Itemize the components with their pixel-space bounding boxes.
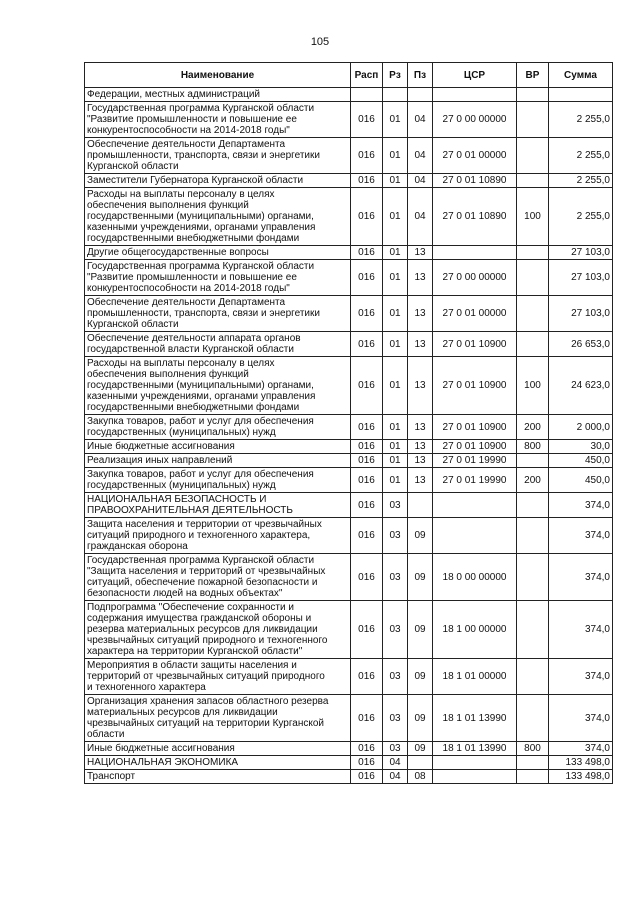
header-rasp: Расп [351, 63, 383, 88]
row-sum: 27 103,0 [549, 296, 613, 332]
row-sum: 24 623,0 [549, 357, 613, 415]
row-pz: 09 [408, 742, 433, 756]
row-rasp: 016 [351, 246, 383, 260]
row-csr: 18 1 01 13990 [433, 742, 517, 756]
row-name [85, 756, 351, 770]
row-csr [433, 88, 517, 102]
row-rasp: 016 [351, 742, 383, 756]
row-vr [517, 756, 549, 770]
table-row [85, 102, 613, 138]
row-name-line: Расходы на выплаты персоналу в целях [87, 358, 275, 369]
row-pz: 13 [408, 415, 433, 440]
row-name-line: Заместители Губернатора Курганской области [87, 175, 304, 186]
row-sum: 374,0 [549, 742, 613, 756]
table-row [85, 770, 613, 784]
row-csr: 18 0 00 00000 [433, 554, 517, 601]
row-sum: 26 653,0 [549, 332, 613, 357]
row-name-line: Курганской области [87, 319, 179, 330]
row-csr [433, 246, 517, 260]
row-vr [517, 659, 549, 695]
row-rasp: 016 [351, 415, 383, 440]
row-name [85, 296, 351, 332]
row-name-line: государственными внебюджетными фондами [87, 233, 300, 244]
row-csr: 27 0 01 10890 [433, 188, 517, 246]
row-rasp [351, 88, 383, 102]
row-rasp: 016 [351, 554, 383, 601]
row-rz: 03 [383, 601, 408, 659]
row-name [85, 554, 351, 601]
row-rz: 03 [383, 742, 408, 756]
table-row [85, 554, 613, 601]
row-rz: 01 [383, 246, 408, 260]
row-name-line: Государственная программа Курганской области [87, 555, 315, 566]
row-pz [408, 756, 433, 770]
row-csr: 27 0 01 10900 [433, 415, 517, 440]
row-name [85, 440, 351, 454]
row-rasp: 016 [351, 102, 383, 138]
row-rasp: 016 [351, 332, 383, 357]
row-rz: 03 [383, 659, 408, 695]
row-sum: 450,0 [549, 468, 613, 493]
header-vr: ВР [517, 63, 549, 88]
row-vr [517, 260, 549, 296]
table-row [85, 357, 613, 415]
row-name-line: территорий от чрезвычайных ситуаций природного [87, 671, 325, 682]
row-rz: 01 [383, 357, 408, 415]
table-header-row [85, 63, 613, 88]
row-sum: 133 498,0 [549, 770, 613, 784]
table-row [85, 246, 613, 260]
row-sum: 133 498,0 [549, 756, 613, 770]
row-name-line: Обеспечение деятельности Департамента [87, 297, 286, 308]
row-vr [517, 296, 549, 332]
row-pz [408, 493, 433, 518]
row-name [85, 260, 351, 296]
table-row [85, 415, 613, 440]
row-name-line: Защита населения и территории от чрезвычайных [87, 519, 322, 530]
row-csr: 18 1 00 00000 [433, 601, 517, 659]
row-vr [517, 102, 549, 138]
row-vr [517, 493, 549, 518]
row-sum: 374,0 [549, 695, 613, 742]
row-name-line: "Развитие промышленности и повышение ее [87, 114, 297, 125]
row-vr [517, 770, 549, 784]
row-rz: 01 [383, 454, 408, 468]
row-name [85, 246, 351, 260]
row-name-line: государственных (муниципальных) нужд [87, 427, 276, 438]
row-sum: 374,0 [549, 518, 613, 554]
row-vr [517, 454, 549, 468]
row-name-line: промышленности, транспорта, связи и энергетики [87, 150, 320, 161]
row-name-line: Транспорт [87, 771, 136, 782]
row-csr [433, 756, 517, 770]
row-name [85, 332, 351, 357]
table-row [85, 138, 613, 174]
row-name [85, 415, 351, 440]
row-vr [517, 554, 549, 601]
table-row [85, 742, 613, 756]
header-sum: Сумма [549, 63, 613, 88]
row-name-line: и техногенного характера [87, 682, 206, 693]
row-rz: 01 [383, 188, 408, 246]
row-csr: 18 1 01 00000 [433, 659, 517, 695]
row-name-line: Реализация иных направлений [87, 455, 233, 466]
row-name-line: ситуаций, обеспечение пожарной безопасности и [87, 577, 318, 588]
row-csr [433, 770, 517, 784]
row-csr: 27 0 01 10900 [433, 332, 517, 357]
row-vr [517, 88, 549, 102]
budget-table [84, 62, 613, 784]
row-vr: 200 [517, 415, 549, 440]
row-rasp: 016 [351, 138, 383, 174]
row-pz: 13 [408, 332, 433, 357]
row-rasp: 016 [351, 518, 383, 554]
row-name-line: государственными (муниципальными) органами, [87, 380, 314, 391]
table-row [85, 440, 613, 454]
row-csr: 27 0 01 19990 [433, 468, 517, 493]
row-rz: 03 [383, 554, 408, 601]
table-row [85, 332, 613, 357]
row-name [85, 88, 351, 102]
table-row [85, 659, 613, 695]
row-vr [517, 174, 549, 188]
row-rasp: 016 [351, 174, 383, 188]
row-name-line: Обеспечение деятельности аппарата органов [87, 333, 301, 344]
row-name-line: обеспечения выполнения функций [87, 369, 249, 380]
row-rz: 03 [383, 695, 408, 742]
row-name-line: Мероприятия в области защиты населения и [87, 660, 297, 671]
row-pz: 09 [408, 601, 433, 659]
row-name-line: конкурентоспособности на 2014-2018 годы" [87, 283, 290, 294]
row-pz: 13 [408, 357, 433, 415]
row-vr: 100 [517, 357, 549, 415]
row-csr: 27 0 01 19990 [433, 454, 517, 468]
table-row [85, 454, 613, 468]
row-rasp: 016 [351, 659, 383, 695]
row-rasp: 016 [351, 188, 383, 246]
table-row [85, 518, 613, 554]
row-sum [549, 88, 613, 102]
row-pz: 08 [408, 770, 433, 784]
row-rz [383, 88, 408, 102]
row-name [85, 138, 351, 174]
row-name-line: промышленности, транспорта, связи и энергетики [87, 308, 320, 319]
row-rz: 01 [383, 260, 408, 296]
row-rasp: 016 [351, 440, 383, 454]
row-sum: 30,0 [549, 440, 613, 454]
row-rz: 01 [383, 415, 408, 440]
row-name-line: казенными учреждениями, органами управления [87, 222, 316, 233]
row-csr: 27 0 00 00000 [433, 260, 517, 296]
row-vr: 800 [517, 742, 549, 756]
row-name [85, 102, 351, 138]
row-name-line: конкурентоспособности на 2014-2018 годы" [87, 125, 290, 136]
row-sum: 2 255,0 [549, 102, 613, 138]
table-row [85, 260, 613, 296]
row-name [85, 468, 351, 493]
row-csr: 27 0 00 00000 [433, 102, 517, 138]
row-pz: 13 [408, 260, 433, 296]
row-name-line: НАЦИОНАЛЬНАЯ БЕЗОПАСНОСТЬ И [87, 494, 267, 505]
row-vr: 200 [517, 468, 549, 493]
row-sum: 27 103,0 [549, 260, 613, 296]
row-sum: 374,0 [549, 554, 613, 601]
row-pz: 13 [408, 440, 433, 454]
table-row [85, 756, 613, 770]
row-rz: 01 [383, 332, 408, 357]
row-rz: 01 [383, 174, 408, 188]
row-pz: 09 [408, 518, 433, 554]
row-name-line: Курганской области [87, 161, 179, 172]
row-pz: 04 [408, 102, 433, 138]
row-rasp: 016 [351, 454, 383, 468]
row-name-line: Закупка товаров, работ и услуг для обеспечения [87, 469, 314, 480]
row-name-line: Организация хранения запасов областного резерва [87, 696, 329, 707]
row-rasp: 016 [351, 296, 383, 332]
table-row [85, 468, 613, 493]
row-pz: 13 [408, 454, 433, 468]
row-pz: 13 [408, 246, 433, 260]
row-pz: 04 [408, 188, 433, 246]
row-vr: 100 [517, 188, 549, 246]
row-csr: 27 0 01 10890 [433, 174, 517, 188]
row-name-line: Обеспечение деятельности Департамента [87, 139, 286, 150]
row-name [85, 659, 351, 695]
row-pz: 04 [408, 138, 433, 174]
row-name-line: Государственная программа Курганской области [87, 261, 315, 272]
row-rz: 01 [383, 296, 408, 332]
row-name-line: "Защита населения и территорий от чрезвычайных [87, 566, 326, 577]
row-sum: 374,0 [549, 493, 613, 518]
table-row [85, 188, 613, 246]
row-name-line: государственными внебюджетными фондами [87, 402, 300, 413]
row-name-line: Иные бюджетные ассигнования [87, 743, 235, 754]
row-pz [408, 88, 433, 102]
row-csr: 18 1 01 13990 [433, 695, 517, 742]
row-name [85, 770, 351, 784]
row-sum: 450,0 [549, 454, 613, 468]
table-row [85, 88, 613, 102]
row-pz: 09 [408, 695, 433, 742]
row-name-line: НАЦИОНАЛЬНАЯ ЭКОНОМИКА [87, 757, 239, 768]
row-name-line: гражданская оборона [87, 541, 188, 552]
row-pz: 13 [408, 468, 433, 493]
row-name [85, 454, 351, 468]
row-vr [517, 332, 549, 357]
table-row [85, 174, 613, 188]
row-sum: 27 103,0 [549, 246, 613, 260]
row-name [85, 188, 351, 246]
row-name-line: Подпрограмма "Обеспечение сохранности и [87, 602, 294, 613]
row-name [85, 518, 351, 554]
row-name-line: Федерации, местных администраций [87, 89, 260, 100]
row-name-line: государственной власти Курганской области [87, 344, 294, 355]
row-sum: 2 000,0 [549, 415, 613, 440]
row-rasp: 016 [351, 601, 383, 659]
row-name [85, 742, 351, 756]
row-rz: 03 [383, 518, 408, 554]
row-rz: 01 [383, 440, 408, 454]
row-pz: 09 [408, 554, 433, 601]
row-name-line: ситуаций природного и техногенного характера, [87, 530, 311, 541]
row-rz: 04 [383, 756, 408, 770]
row-name-line: содержания имущества гражданской обороны и [87, 613, 312, 624]
row-name-line: Иные бюджетные ассигнования [87, 441, 235, 452]
row-vr [517, 695, 549, 742]
row-name-line: казенными учреждениями, органами управления [87, 391, 316, 402]
row-name-line: "Развитие промышленности и повышение ее [87, 272, 297, 283]
row-pz: 09 [408, 659, 433, 695]
row-name-line: материальных ресурсов для ликвидации [87, 707, 278, 718]
row-rasp: 016 [351, 260, 383, 296]
row-rz: 01 [383, 102, 408, 138]
table-row [85, 296, 613, 332]
row-csr: 27 0 01 00000 [433, 138, 517, 174]
row-rz: 03 [383, 493, 408, 518]
row-csr [433, 493, 517, 518]
row-name [85, 493, 351, 518]
row-name-line: области [87, 729, 125, 740]
row-name-line: чрезвычайных ситуаций на территории Курганской [87, 718, 325, 729]
row-name-line: Расходы на выплаты персоналу в целях [87, 189, 275, 200]
row-name-line: государственными (муниципальными) органами, [87, 211, 314, 222]
table-row [85, 601, 613, 659]
row-csr: 27 0 01 10900 [433, 357, 517, 415]
header-rz: Рз [383, 63, 408, 88]
row-rz: 01 [383, 468, 408, 493]
header-name: Наименование [85, 63, 351, 88]
page-number: 105 [310, 36, 330, 48]
row-csr [433, 518, 517, 554]
row-csr: 27 0 01 00000 [433, 296, 517, 332]
row-rasp: 016 [351, 357, 383, 415]
row-name-line: обеспечения выполнения функций [87, 200, 249, 211]
row-sum: 374,0 [549, 659, 613, 695]
row-pz: 13 [408, 296, 433, 332]
row-vr [517, 518, 549, 554]
row-rz: 04 [383, 770, 408, 784]
row-vr [517, 246, 549, 260]
row-sum: 2 255,0 [549, 174, 613, 188]
row-vr [517, 138, 549, 174]
row-name [85, 174, 351, 188]
row-rasp: 016 [351, 493, 383, 518]
row-vr: 800 [517, 440, 549, 454]
table-row [85, 695, 613, 742]
row-name [85, 695, 351, 742]
row-vr [517, 601, 549, 659]
row-sum: 374,0 [549, 601, 613, 659]
row-name-line: Закупка товаров, работ и услуг для обеспечения [87, 416, 314, 427]
table-row [85, 493, 613, 518]
row-name-line: Государственная программа Курганской области [87, 103, 315, 114]
row-sum: 2 255,0 [549, 188, 613, 246]
row-rasp: 016 [351, 695, 383, 742]
row-rasp: 016 [351, 468, 383, 493]
row-rz: 01 [383, 138, 408, 174]
row-name-line: Другие общегосударственные вопросы [87, 247, 269, 258]
header-csr: ЦСР [433, 63, 517, 88]
row-rasp: 016 [351, 756, 383, 770]
row-name [85, 357, 351, 415]
row-name-line: резерва материальных ресурсов для ликвидации [87, 624, 318, 635]
row-name [85, 601, 351, 659]
row-name-line: государственных (муниципальных) нужд [87, 480, 276, 491]
row-name-line: характера на территории Курганской области" [87, 646, 303, 657]
row-name-line: безопасности людей на водных объектах" [87, 588, 283, 599]
row-sum: 2 255,0 [549, 138, 613, 174]
row-name-line: ПРАВООХРАНИТЕЛЬНАЯ ДЕЯТЕЛЬНОСТЬ [87, 505, 293, 516]
row-csr: 27 0 01 10900 [433, 440, 517, 454]
row-rasp: 016 [351, 770, 383, 784]
row-pz: 04 [408, 174, 433, 188]
row-name-line: чрезвычайных ситуаций природного и техногенного [87, 635, 328, 646]
header-pz: Пз [408, 63, 433, 88]
